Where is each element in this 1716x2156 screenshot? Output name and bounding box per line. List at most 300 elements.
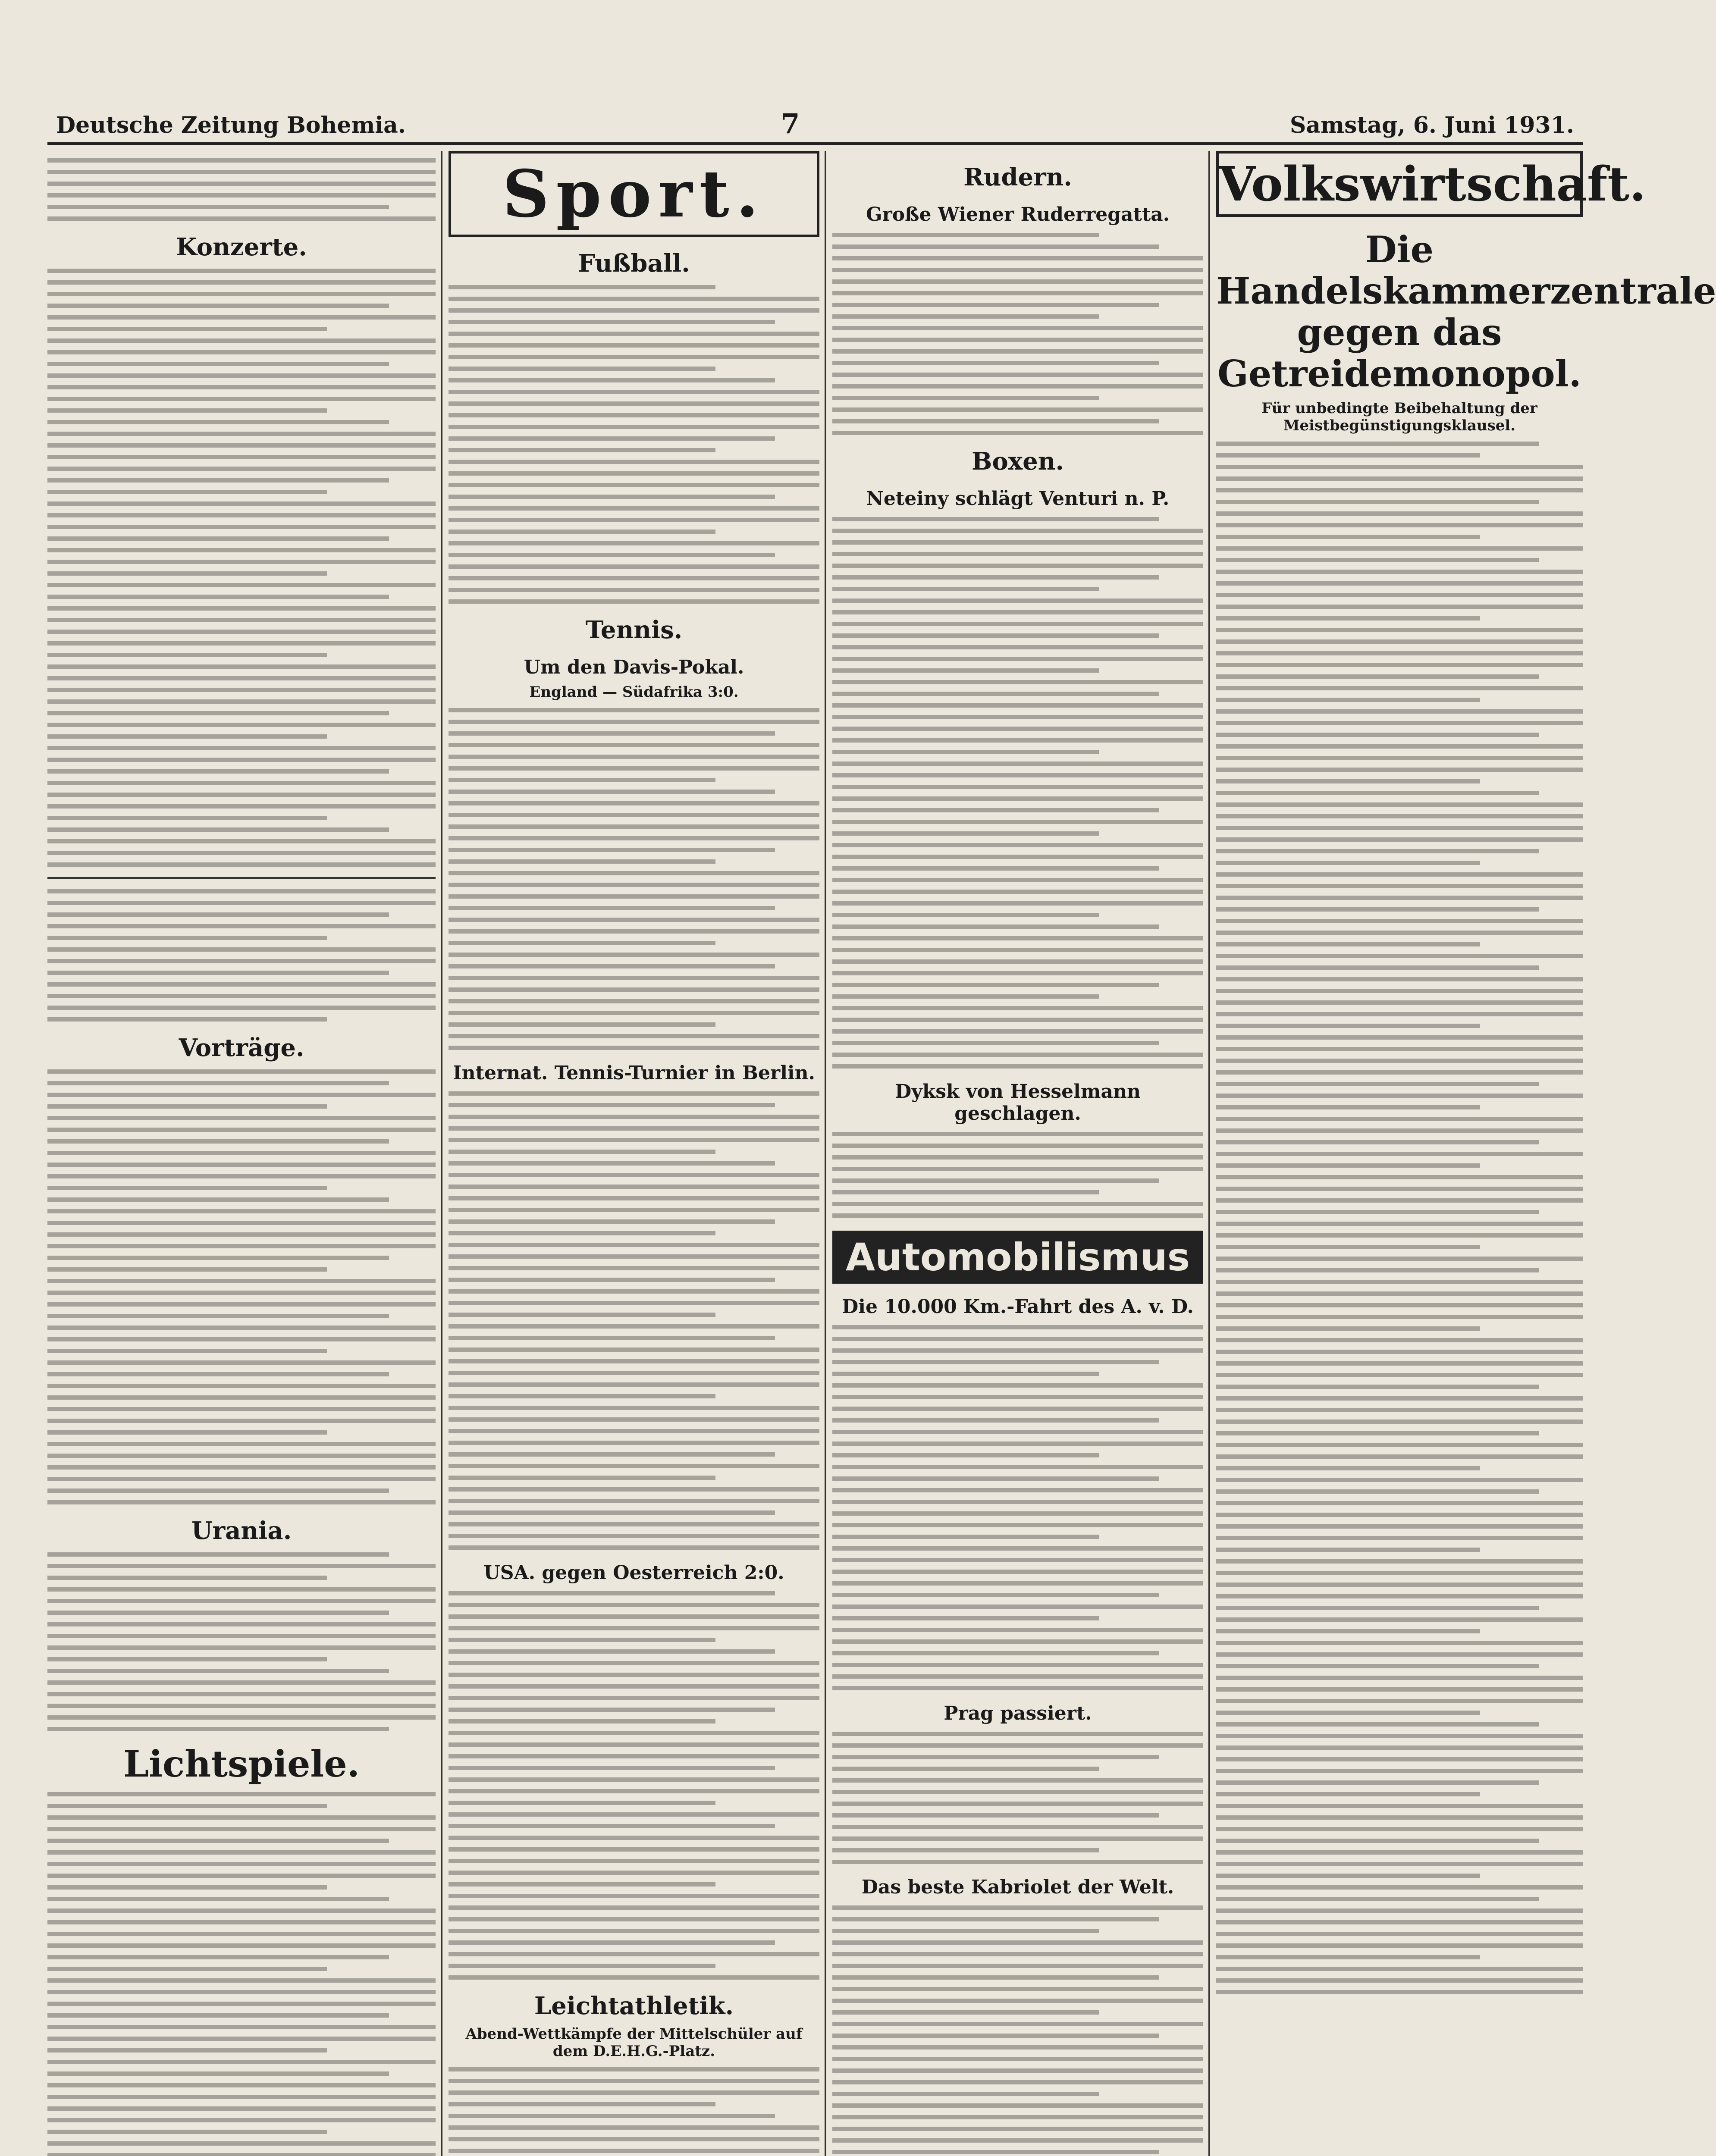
text-line [449, 1417, 819, 1422]
article-text [1216, 1396, 1583, 1994]
text-line [832, 1535, 1099, 1539]
text-line [832, 1465, 1203, 1469]
heading-konzerte: Konzerte. [176, 233, 307, 261]
text-line [832, 1167, 1203, 1171]
text-line [832, 878, 1203, 882]
text-line [832, 1999, 1203, 2003]
text-line [1216, 1000, 1583, 1005]
text-line [832, 633, 1159, 638]
text-line [1216, 768, 1583, 772]
text-line [47, 1862, 436, 1866]
text-line [1216, 1617, 1583, 1622]
section-title-volkswirtschaft: Volkswirtschaft. [1216, 151, 1583, 217]
text-line [47, 2141, 436, 2146]
text-line [449, 1161, 775, 1166]
text-line [832, 855, 1203, 859]
text-line [1216, 1350, 1583, 1354]
text-line [832, 431, 1203, 435]
text-line [832, 1593, 1159, 1597]
text-line [449, 553, 775, 557]
text-line [47, 1163, 436, 1167]
text-line [832, 994, 1099, 999]
text-line [832, 407, 1203, 412]
text-line [832, 1372, 1099, 1376]
text-line [47, 1186, 327, 1190]
heading-ruderregatta: Große Wiener Ruderregatta. [866, 204, 1170, 226]
text-line [832, 2138, 1203, 2143]
text-line [1216, 1513, 1583, 1517]
text-line [449, 413, 819, 417]
text-line [832, 668, 1099, 673]
text-line [832, 1064, 1203, 1069]
text-line [47, 1955, 389, 1959]
text-line [832, 703, 1203, 708]
text-line [832, 349, 1203, 354]
text-line [1216, 1629, 1480, 1633]
text-line [832, 610, 1203, 614]
text-line [449, 790, 775, 794]
text-line [47, 182, 436, 186]
text-line [1216, 1583, 1583, 1587]
text-line [47, 1256, 389, 1260]
text-line [47, 513, 436, 517]
text-line [47, 827, 389, 832]
text-line [1216, 1454, 1583, 1459]
text-line [832, 291, 1203, 295]
text-line [449, 1766, 775, 1770]
text-line [449, 1894, 819, 1898]
text-line [449, 731, 775, 736]
text-line [449, 1742, 819, 1747]
text-line [1216, 721, 1583, 725]
text-line [832, 959, 1203, 964]
text-line [449, 1289, 819, 1294]
text-line [832, 808, 1159, 812]
text-line [1216, 907, 1539, 912]
text-line [47, 280, 436, 285]
text-line [449, 1499, 819, 1503]
text-line [47, 362, 389, 366]
text-line [1216, 1140, 1539, 1144]
text-line [449, 801, 819, 805]
text-line [47, 1151, 436, 1155]
text-line [47, 2071, 389, 2076]
text-line [832, 314, 1099, 319]
text-line [832, 2057, 1203, 2061]
text-line [449, 483, 819, 487]
text-line [449, 1534, 819, 1538]
text-line [1216, 1105, 1480, 1109]
text-line [449, 1812, 819, 1817]
text-line [47, 1908, 436, 1913]
text-line [832, 1778, 1203, 1783]
text-line [47, 373, 436, 378]
text-line [832, 256, 1203, 260]
text-line [47, 1465, 436, 1470]
section-title-automobilismus: Automobilismus [832, 1231, 1203, 1284]
text-line [832, 1975, 1159, 1980]
text-line [832, 1743, 1203, 1748]
text-line [1216, 1932, 1583, 1936]
text-line [47, 1611, 389, 1615]
text-line [47, 912, 389, 917]
text-line [1216, 1198, 1583, 1203]
text-line [47, 1209, 436, 1213]
text-line [449, 495, 775, 499]
text-line [47, 994, 436, 998]
text-line [47, 2013, 389, 2018]
text-line [449, 1708, 775, 1712]
text-line [1216, 1745, 1583, 1750]
text-line [449, 1836, 819, 1840]
text-line [449, 506, 819, 511]
text-line [1216, 1431, 1539, 1435]
text-line [832, 1018, 1203, 1022]
text-line [832, 279, 1203, 284]
text-line [1216, 896, 1583, 900]
text-line [832, 2045, 1203, 2049]
text-line [47, 1552, 389, 1557]
text-line [832, 1453, 1099, 1457]
text-line [1216, 1757, 1583, 1761]
text-line [449, 564, 819, 569]
text-line [1216, 861, 1480, 865]
text-line [449, 848, 775, 852]
text-line [1216, 500, 1539, 504]
text-line [449, 1905, 819, 1910]
text-line [1216, 1722, 1539, 1727]
text-line [1216, 1559, 1583, 1564]
text-line [832, 373, 1203, 377]
text-line [832, 1802, 1203, 1806]
text-line [1216, 453, 1480, 458]
text-line [1216, 1070, 1583, 1075]
text-line [47, 1815, 436, 1820]
text-line [47, 1897, 389, 1901]
text-line [1216, 1361, 1583, 1366]
text-line [449, 297, 819, 301]
text-line [1216, 931, 1583, 935]
text-line [449, 1929, 819, 1933]
text-line [1216, 535, 1480, 539]
heading-vortraege: Vorträge. [179, 1034, 304, 1062]
text-line [832, 657, 1203, 661]
text-line [47, 1279, 436, 1283]
text-line [449, 518, 819, 522]
text-line [832, 303, 1159, 307]
text-line [47, 1967, 327, 1971]
text-line [1216, 558, 1539, 562]
text-line [1216, 1024, 1480, 1028]
article-text [449, 2067, 819, 2156]
text-line [832, 1132, 1203, 1136]
text-line [47, 1874, 436, 1878]
text-line [832, 913, 1099, 917]
text-line [449, 1603, 819, 1607]
heading-rudern: Rudern. [963, 163, 1072, 191]
text-line [47, 350, 436, 354]
text-line [1216, 1152, 1583, 1156]
text-line [47, 839, 436, 843]
text-line [47, 1384, 436, 1388]
text-line [47, 971, 389, 975]
text-line [832, 1964, 1203, 1968]
text-line [1216, 1315, 1583, 1319]
article-text [832, 517, 1203, 1069]
text-line [449, 708, 819, 712]
text-line [832, 1442, 1203, 1446]
heading-hesselmann: Dyksk von Hesselmann geschlagen. [895, 1081, 1141, 1125]
text-line [832, 948, 1203, 952]
text-line [449, 778, 715, 782]
text-line [832, 1029, 1203, 1034]
text-line [832, 1395, 1203, 1399]
text-line [832, 1155, 1203, 1159]
text-line [1216, 884, 1583, 888]
text-line [1216, 1978, 1583, 1983]
article-text [1216, 442, 1583, 1156]
text-line [449, 2079, 819, 2083]
text-line [832, 715, 1203, 719]
text-line [47, 1017, 327, 1022]
text-line [832, 1053, 1203, 1057]
text-line [832, 268, 1203, 272]
text-line [47, 1599, 436, 1603]
text-line [449, 1522, 819, 1526]
text-line [47, 1372, 389, 1376]
text-line [1216, 593, 1583, 597]
text-line [449, 1313, 715, 1317]
text-line [1216, 639, 1583, 644]
text-line [832, 680, 1203, 684]
text-line [47, 315, 436, 320]
text-line [47, 2025, 436, 2029]
text-line [832, 1546, 1203, 1551]
text-line [1216, 791, 1539, 795]
text-line [47, 1454, 436, 1458]
text-line [1216, 1594, 1583, 1598]
text-line [47, 769, 389, 774]
text-line [47, 1430, 327, 1435]
text-line [832, 796, 1203, 801]
text-line [832, 529, 1203, 533]
text-line [1216, 1548, 1480, 1552]
column-rule [825, 151, 826, 2156]
text-line [47, 606, 436, 611]
text-line [47, 1576, 327, 1580]
text-line [449, 285, 715, 289]
text-line [1216, 1408, 1583, 1412]
text-line [1216, 1478, 1583, 1482]
text-line [832, 338, 1203, 342]
text-line [1216, 686, 1583, 690]
text-line [449, 720, 819, 724]
text-line [1216, 628, 1583, 632]
text-line [47, 641, 436, 646]
text-line [47, 2153, 436, 2156]
text-line [47, 1069, 436, 1074]
text-line [47, 1500, 436, 1504]
text-line [449, 1626, 819, 1630]
text-line [449, 1591, 775, 1595]
text-line [47, 1489, 389, 1493]
text-line [449, 1696, 819, 1700]
text-line [449, 1684, 819, 1689]
text-line [47, 1093, 436, 1097]
text-line [47, 1477, 436, 1481]
text-line [449, 1661, 819, 1665]
text-line [832, 1929, 1099, 1933]
text-line [47, 1587, 436, 1592]
text-line [1216, 837, 1583, 842]
text-line [47, 2106, 436, 2111]
text-line [832, 1767, 1099, 1771]
text-line [47, 2002, 436, 2006]
text-line [832, 1325, 1203, 1329]
text-line [449, 1011, 819, 1015]
text-line [47, 501, 436, 506]
text-line [47, 781, 436, 785]
text-line [47, 723, 436, 727]
text-line [1216, 546, 1583, 551]
text-line [47, 1692, 436, 1696]
text-line [449, 1254, 819, 1259]
text-line [47, 947, 436, 952]
text-line [47, 548, 436, 552]
text-line [47, 851, 436, 855]
heading-fussball: Fußball. [578, 249, 690, 278]
text-line [832, 2022, 1203, 2026]
text-line [47, 901, 436, 905]
text-line [832, 1144, 1203, 1148]
text-line [832, 540, 1203, 545]
text-line [47, 2118, 436, 2122]
article-text [47, 158, 436, 221]
text-line [832, 1628, 1203, 1632]
text-line [449, 1103, 775, 1107]
text-line [47, 1291, 436, 1295]
text-line [832, 2080, 1203, 2084]
text-line [47, 1116, 436, 1120]
text-line [449, 743, 819, 747]
text-line [449, 929, 819, 934]
text-line [449, 530, 715, 534]
article-text [449, 708, 819, 1050]
text-line [832, 1917, 1159, 1921]
text-line [449, 1917, 819, 1921]
text-line [1216, 1280, 1583, 1284]
text-line [1216, 1606, 1539, 1610]
text-line [832, 1202, 1203, 1206]
text-line [47, 1727, 389, 1731]
text-line [449, 1231, 715, 1235]
text-line [449, 541, 819, 545]
text-line [832, 1813, 1159, 1818]
text-line [449, 1789, 819, 1793]
text-line [47, 1715, 436, 1720]
text-line [832, 2150, 1159, 2154]
column-rudern-auto [832, 151, 1203, 2156]
text-line [449, 766, 819, 771]
text-line [832, 396, 1099, 400]
text-line [449, 1394, 715, 1398]
text-line [832, 233, 1099, 237]
text-line [449, 2114, 775, 2118]
text-line [1216, 709, 1583, 714]
text-line [1216, 849, 1539, 853]
text-line [1216, 1489, 1539, 1494]
text-line [832, 1360, 1159, 1364]
text-line [1216, 1990, 1583, 1994]
text-line [1216, 1827, 1583, 1831]
divider [47, 877, 436, 879]
text-line [449, 1046, 819, 1050]
text-line [1216, 1769, 1583, 1773]
text-line [449, 1754, 819, 1758]
text-line [449, 999, 819, 1003]
text-line [47, 1885, 327, 1890]
text-line [449, 883, 819, 887]
text-line [1216, 1815, 1583, 1820]
text-line [1216, 488, 1583, 492]
text-line [449, 1975, 819, 1980]
text-line [832, 384, 1203, 389]
text-line [1216, 1734, 1583, 1738]
text-line [449, 987, 819, 992]
text-line [47, 1622, 436, 1626]
text-line [832, 1604, 1203, 1609]
text-line [449, 1673, 819, 1677]
text-line [47, 1326, 436, 1330]
text-line [1216, 442, 1539, 446]
text-line [832, 326, 1203, 330]
text-line [1216, 744, 1583, 749]
text-line [449, 401, 819, 406]
heading-leichtathletik: Leichtathletik. [534, 1992, 734, 2020]
text-line [47, 653, 327, 657]
text-line [1216, 1291, 1583, 1296]
text-line [47, 1804, 327, 1808]
text-line [1216, 954, 1583, 958]
column-culture [47, 151, 436, 2156]
text-line [449, 320, 775, 324]
text-line [1216, 1897, 1539, 1901]
masthead [47, 103, 1583, 145]
heading-lichtspiele: Lichtspiele. [123, 1742, 360, 1785]
text-line [1216, 1676, 1583, 1680]
text-line [47, 1990, 436, 1994]
text-line [449, 1510, 775, 1515]
text-line [449, 1871, 819, 1875]
text-line [47, 2060, 436, 2064]
text-line [1216, 1187, 1583, 1191]
heading-prag-passiert: Prag passiert. [944, 1702, 1092, 1724]
text-line [832, 1836, 1203, 1841]
text-line [449, 1801, 715, 1805]
text-line [1216, 605, 1583, 609]
text-line [47, 982, 436, 987]
text-line [1216, 1396, 1583, 1401]
text-line [832, 564, 1203, 568]
text-line [449, 2067, 819, 2071]
text-line [1216, 1326, 1480, 1331]
text-line [1216, 1792, 1480, 1796]
text-line [449, 1429, 819, 1433]
text-line [47, 525, 436, 529]
text-line [47, 862, 436, 867]
text-line [1216, 1652, 1583, 1657]
text-line [832, 1940, 1203, 1945]
